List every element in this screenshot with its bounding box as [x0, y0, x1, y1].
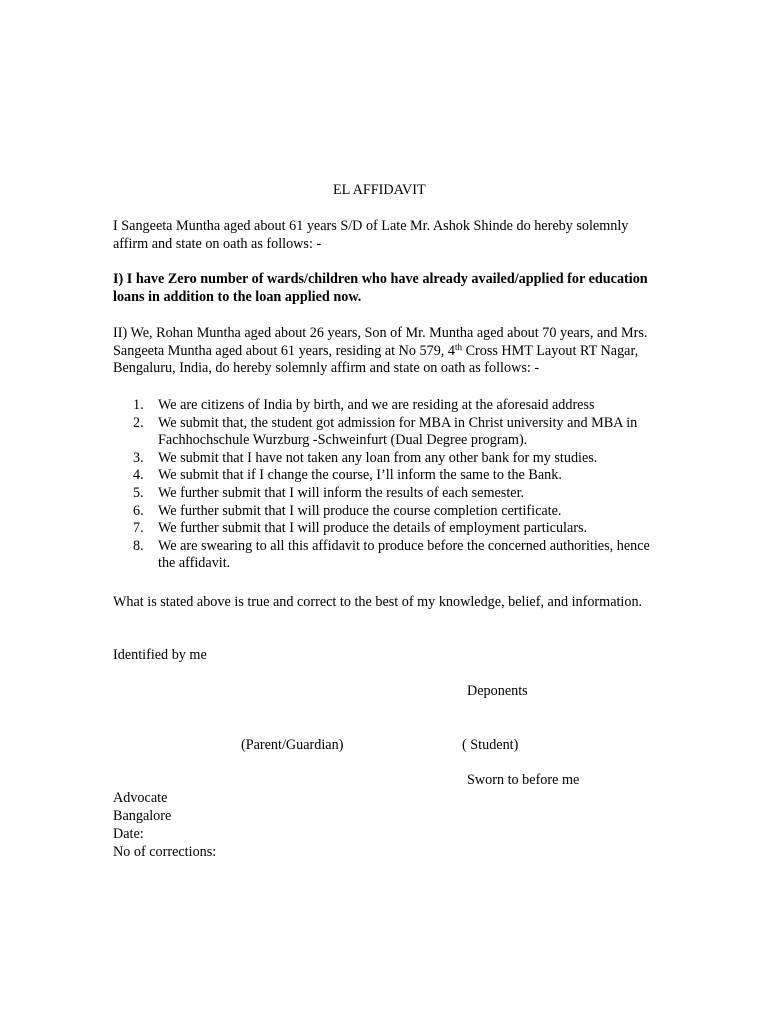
identified-by-label: Identified by me — [113, 647, 207, 663]
declaration-one: I) I have Zero number of wards/children who have already availed/applied for education loans in addition to the loan applied now. — [113, 271, 648, 305]
place-label: Bangalore — [113, 808, 172, 824]
list-item — [113, 397, 658, 415]
closing-statement: What is stated above is true and correct to the best of my knowledge, belief, and information. — [113, 594, 643, 610]
deponents-label: Deponents — [467, 683, 528, 699]
list-item-number: 2. — [133, 414, 144, 431]
list-item-number: 5. — [133, 484, 144, 501]
sworn-label: Sworn to before me — [467, 772, 580, 788]
list-item-text: We further submit that I will inform the results of each semester. — [158, 484, 525, 501]
list-item-number: 4. — [133, 467, 144, 484]
list-item-text: We further submit that I will produce the course completion certificate. — [158, 502, 562, 519]
declaration-two-text-b: Cross HMT Layout RT Nagar, Bengaluru, India, do hereby solemnly affirm and state on oath as follows: - — [113, 342, 639, 377]
student-label: ( Student) — [462, 737, 519, 753]
list-item — [113, 520, 658, 538]
declaration-two — [113, 325, 658, 378]
list-item — [113, 467, 658, 485]
list-item-text: We submit that, the student got admission for MBA in Christ university and MBA in Fachhochschule Wurzburg -Schweinfurt (Dual Degree program). — [158, 414, 638, 449]
list-item — [113, 538, 658, 573]
list-item-text: We further submit that I will produce the details of employment particulars. — [158, 520, 588, 537]
advocate-label: Advocate — [113, 790, 168, 806]
corrections-label: No of corrections: — [113, 844, 217, 860]
list-item-number: 1. — [133, 397, 144, 413]
list-item — [113, 503, 658, 521]
ordinal-suffix: th — [455, 341, 463, 352]
date-label: Date: — [113, 826, 144, 842]
list-item-number: 8. — [133, 537, 144, 554]
affirmation-list — [113, 397, 658, 573]
list-item-number: 3. — [133, 449, 144, 466]
document-title: EL AFFIDAVIT — [333, 182, 426, 198]
list-item — [113, 485, 658, 503]
declaration-two-text-a: II) We, Rohan Muntha aged about 26 years, Son of Mr. Muntha aged about 70 years, and Mrs. Sangeeta Muntha aged about 61 years, residing at No 579, 4 — [113, 325, 648, 359]
list-item — [113, 415, 658, 450]
list-item-text: We submit that if I change the course, I’ll inform the same to the Bank. — [158, 467, 562, 484]
parent-guardian-label: (Parent/Guardian) — [241, 737, 344, 753]
list-item — [113, 450, 658, 468]
list-item-number: 7. — [133, 520, 144, 537]
list-item-text: We are citizens of India by birth, and we are residing at the aforesaid address — [158, 397, 595, 413]
list-item-text: We submit that I have not taken any loan from any other bank for my studies. — [158, 449, 598, 466]
intro-paragraph: I Sangeeta Muntha aged about 61 years S/D of Late Mr. Ashok Shinde do hereby solemnly affirm and state on oath as follows: - — [113, 218, 629, 252]
list-item-number: 6. — [133, 502, 144, 519]
list-item-text: We are swearing to all this affidavit to produce before the concerned authorities, hence the affidavit. — [158, 537, 650, 572]
